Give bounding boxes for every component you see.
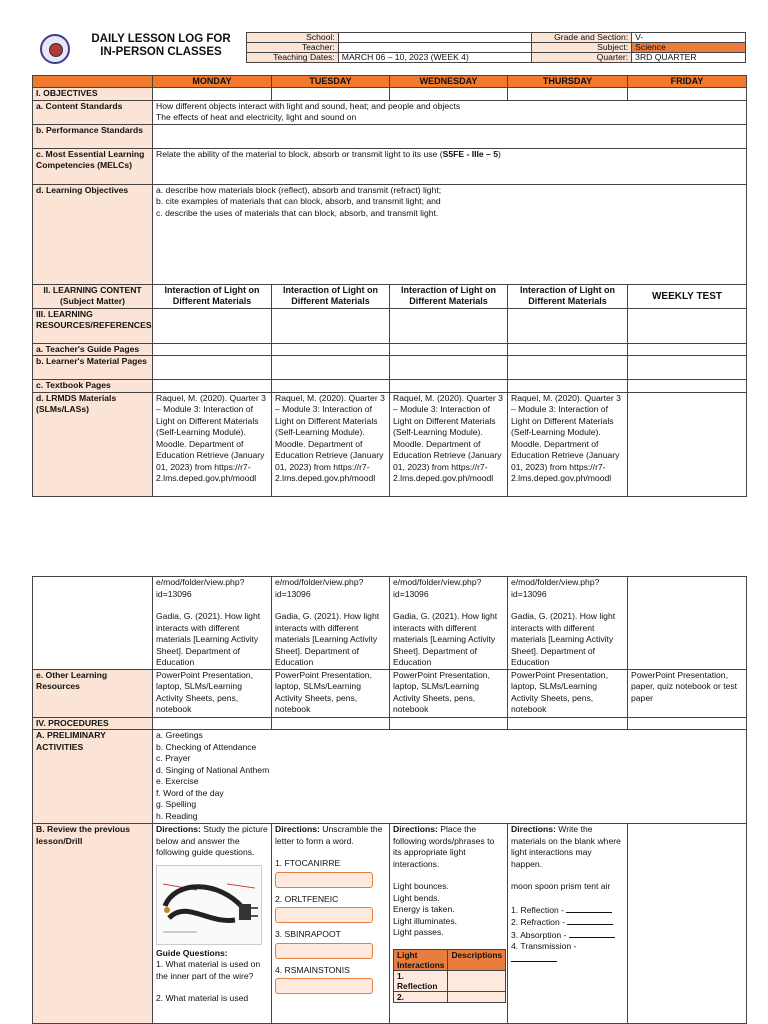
interaction-phrase: Energy is taken. <box>393 904 455 914</box>
header-info-table <box>246 32 746 63</box>
objective-a: a. describe how materials block (reflect), absorb and transmit (refract) light; <box>156 184 442 195</box>
answer-box[interactable] <box>275 978 373 994</box>
thu-directions: Write the materials on the blank where light interactions may happen. <box>511 824 621 869</box>
directions-word: Directions: <box>275 824 320 834</box>
day-wednesday: WEDNESDAY <box>390 76 508 88</box>
mini-header-descriptions: Descriptions <box>448 949 506 970</box>
empty-cell <box>628 88 747 101</box>
content-standards-line-2: The effects of heat and electricity, light and sound on <box>156 112 357 122</box>
page-2 <box>32 576 746 1024</box>
weekly-test: WEEKLY TEST <box>628 284 747 308</box>
gadia-ref-wed: Gadia, G. (2021). How light interacts with different materials [Learning Activity Sheet]. Department of Education <box>393 611 498 667</box>
learning-content-label: II. LEARNING CONTENT (Subject Matter) <box>33 284 153 308</box>
mini-row-2: 2. <box>394 991 448 1002</box>
thu-item-label: 2. Refraction - <box>511 917 565 927</box>
directions-word: Directions: <box>393 824 438 834</box>
prelim-item: g. Spelling <box>156 799 197 809</box>
prelim-item: b. Checking of Attendance <box>156 741 257 752</box>
interaction-phrase: Light bends. <box>393 892 440 903</box>
preliminary-activities-list <box>153 730 747 824</box>
empty-cell <box>153 356 272 380</box>
interaction-phrase: Light bounces. <box>393 881 449 891</box>
lrmds-url-mon: e/mod/folder/view.php?id=13096 <box>156 577 245 599</box>
empty-cell <box>153 343 272 356</box>
lrmds-cont-mon <box>153 577 272 670</box>
mini-cell-blank[interactable] <box>448 991 506 1002</box>
gadia-ref-mon: Gadia, G. (2021). How light interacts with different materials [Learning Activity Sheet]. Department of Education <box>156 611 261 667</box>
gadia-ref-thu: Gadia, G. (2021). How light interacts with different materials [Learning Activity Sheet]. Department of Education <box>511 611 616 667</box>
gadia-ref-tue: Gadia, G. (2021). How light interacts with different materials [Learning Activity Sheet]. Department of Education <box>275 611 380 667</box>
day-tuesday: TUESDAY <box>272 76 390 88</box>
preliminary-activities-label: A. PRELIMINARY ACTIVITIES <box>33 730 153 824</box>
empty-cell <box>390 88 508 101</box>
lrmds-cont-tue <box>272 577 390 670</box>
subject-matter-wed: Interaction of Light on Different Materials <box>390 284 508 308</box>
lesson-log-header <box>32 32 746 66</box>
learning-resources-label: III. LEARNING RESOURCES/REFERENCES <box>33 308 153 343</box>
day-friday: FRIDAY <box>628 76 747 88</box>
teachers-guide-label: a. Teacher's Guide Pages <box>33 343 153 356</box>
empty-cell <box>390 380 508 393</box>
answer-box[interactable] <box>275 943 373 959</box>
day-header-row <box>33 76 747 88</box>
mini-cell-blank[interactable] <box>448 970 506 991</box>
prelim-item: d. Singing of National Anthem <box>156 764 270 775</box>
deped-seal-icon <box>40 34 70 64</box>
lrmds-url-thu: e/mod/folder/view.php?id=13096 <box>511 577 600 599</box>
prelim-item: c. Prayer <box>156 753 191 763</box>
tue-directions: Unscramble the letter to form a word. <box>275 824 383 846</box>
content-standards-label: a. Content Standards <box>33 100 153 124</box>
empty-cell <box>272 717 390 730</box>
empty-cell <box>390 308 508 343</box>
directions-word: Directions: <box>511 824 556 834</box>
performance-standards-label: b. Performance Standards <box>33 124 153 148</box>
lrmds-cont-thu <box>508 577 628 670</box>
empty-cell <box>628 343 747 356</box>
review-mon <box>153 824 272 1024</box>
objectives-heading: I. OBJECTIVES <box>33 88 153 101</box>
lrmds-url-tue: e/mod/folder/view.php?id=13096 <box>275 577 364 599</box>
procedures-heading: IV. PROCEDURES <box>33 717 153 730</box>
empty-cell <box>628 577 747 670</box>
empty-cell <box>272 88 390 101</box>
subject-value: Science <box>632 43 746 53</box>
mon-directions: Study the picture below and answer the following guide questions. <box>156 824 268 857</box>
answer-box[interactable] <box>275 872 373 888</box>
empty-cell <box>390 356 508 380</box>
school-label: School: <box>247 33 339 43</box>
thu-item-2 <box>511 916 624 929</box>
empty-cell <box>508 380 628 393</box>
review-tue <box>272 824 390 1024</box>
review-wed <box>390 824 508 1024</box>
light-interactions-table <box>393 949 506 1003</box>
prelim-item: f. Word of the day <box>156 787 224 798</box>
review-drill-label: B. Review the previous lesson/Drill <box>33 824 153 1024</box>
quarter-value: 3RD QUARTER <box>632 53 746 63</box>
empty-cell <box>33 577 153 670</box>
scrambled-word: 2. ORLTFENEIC <box>275 893 339 904</box>
other-resources-wed: PowerPoint Presentation, laptop, SLMs/Learning Activity Sheets, pens, notebook <box>390 669 508 717</box>
thu-item-label: 3. Absorption - <box>511 929 567 940</box>
lrmds-wed: Raquel, M. (2020). Quarter 3 – Module 3: Interaction of Light on Different Materials (Self-Learning Module). Moodle. Department of Education Retrieve (January 01, 2023) from https://r7-2.lms.deped.gov.ph/moodl <box>390 392 508 496</box>
guide-question-2: 2. What material is used <box>156 993 249 1003</box>
thu-item-4 <box>511 941 624 965</box>
learning-objectives-text <box>153 184 747 284</box>
answer-blank[interactable] <box>569 929 615 938</box>
subject-matter-tue: Interaction of Light on Different Materials <box>272 284 390 308</box>
objective-c: c. describe the uses of materials that can block, absorb, and transmit light. <box>156 207 439 218</box>
answer-blank[interactable] <box>511 953 557 962</box>
lesson-log-table-page-2 <box>32 576 747 1024</box>
lrmds-url-wed: e/mod/folder/view.php?id=13096 <box>393 577 482 599</box>
empty-cell <box>390 717 508 730</box>
dates-value: MARCH 06 – 10, 2023 (WEEK 4) <box>338 53 532 63</box>
grade-label: Grade and Section: <box>532 33 632 43</box>
other-resources-label: e. Other Learning Resources <box>33 669 153 717</box>
lrmds-thu: Raquel, M. (2020). Quarter 3 – Module 3: Interaction of Light on Different Materials (Self-Learning Module). Moodle. Department of Education Retrieve (January 01, 2023) from https://r7-2.lms.deped.gov.ph/moodl <box>508 392 628 496</box>
teacher-value <box>338 43 532 53</box>
empty-cell <box>508 717 628 730</box>
empty-cell <box>272 356 390 380</box>
corner-cell <box>33 76 153 88</box>
other-resources-tue: PowerPoint Presentation, laptop, SLMs/Learning Activity Sheets, pens, notebook <box>272 669 390 717</box>
lrmds-label: d. LRMDS Materials (SLMs/LASs) <box>33 392 153 496</box>
melc-text <box>153 148 747 184</box>
scrambled-word: 3. SBINRAPOOT <box>275 929 341 939</box>
other-resources-mon: PowerPoint Presentation, laptop, SLMs/Learning Activity Sheets, pens, notebook <box>153 669 272 717</box>
melc-body: Relate the ability of the material to block, absorb or transmit light to its use ( <box>156 148 443 159</box>
empty-cell <box>628 824 747 1024</box>
empty-cell <box>272 343 390 356</box>
empty-cell <box>272 308 390 343</box>
empty-cell <box>390 343 508 356</box>
empty-cell <box>628 356 747 380</box>
material-word-bank: moon spoon prism tent air <box>511 881 611 891</box>
prelim-item: e. Exercise <box>156 776 199 786</box>
lrmds-mon: Raquel, M. (2020). Quarter 3 – Module 3: Interaction of Light on Different Materials (Self-Learning Module). Moodle. Department of Education Retrieve (January 01, 2023) from https://r7-2.lms.deped.gov.ph/moodl <box>153 392 272 496</box>
melc-label: c. Most Essential Learning Competencies (MELCs) <box>33 148 153 184</box>
interaction-phrase: Light illuminates. <box>393 915 458 926</box>
melc-end: ) <box>498 148 501 159</box>
subject-matter-mon: Interaction of Light on Different Materials <box>153 284 272 308</box>
answer-blank[interactable] <box>567 916 613 925</box>
melc-code: S5FE - IIIe – 5 <box>442 148 498 159</box>
thu-item-3 <box>511 929 624 942</box>
document-title <box>76 33 246 59</box>
guide-question-1: 1. What material is used on the inner part of the wire? <box>156 959 261 981</box>
learners-material-label: b. Learner's Material Pages <box>33 356 153 380</box>
scrambled-word: 4. RSMAINSTONIS <box>275 964 350 975</box>
empty-cell <box>508 88 628 101</box>
guide-questions-title: Guide Questions: <box>156 947 228 958</box>
subject-matter-thu: Interaction of Light on Different Materials <box>508 284 628 308</box>
thu-item-label: 1. Reflection - <box>511 904 565 915</box>
learning-objectives-label: d. Learning Objectives <box>33 184 153 284</box>
empty-cell <box>508 356 628 380</box>
empty-cell <box>628 717 747 730</box>
lrmds-cont-wed <box>390 577 508 670</box>
empty-cell <box>628 308 747 343</box>
empty-cell <box>272 380 390 393</box>
thu-item-1 <box>511 904 624 917</box>
answer-blank[interactable] <box>566 904 612 913</box>
other-resources-thu: PowerPoint Presentation, laptop, SLMs/Learning Activity Sheets, pens, notebook <box>508 669 628 717</box>
content-standards-line-1: How different objects interact with light and sound, heat; and people and objects <box>156 100 461 111</box>
textbook-pages-label: c. Textbook Pages <box>33 380 153 393</box>
empty-cell <box>508 343 628 356</box>
empty-cell <box>508 308 628 343</box>
empty-cell <box>628 380 747 393</box>
quarter-label: Quarter: <box>532 53 632 63</box>
interaction-phrase: Light passes. <box>393 927 444 937</box>
content-standards-text <box>153 100 747 124</box>
prelim-item: h. Reading <box>156 810 198 821</box>
school-value <box>338 33 532 43</box>
directions-word: Directions: <box>156 824 201 834</box>
teacher-label: Teacher: <box>247 43 339 53</box>
day-thursday: THURSDAY <box>508 76 628 88</box>
answer-box[interactable] <box>275 907 373 923</box>
performance-standards-text <box>153 124 747 148</box>
title-line-2: IN-PERSON CLASSES <box>100 46 222 58</box>
grade-value: V- <box>632 33 746 43</box>
subject-label: Subject: <box>532 43 632 53</box>
prelim-item: a. Greetings <box>156 730 203 740</box>
wed-directions: Place the following words/phrases to its appropriate light interactions. <box>393 824 495 869</box>
other-resources-fri: PowerPoint Presentation, paper, quiz notebook or test paper <box>628 669 747 717</box>
objective-b: b. cite examples of materials that can block, absorb, and transmit light; and <box>156 196 441 206</box>
mini-row-reflection: 1. Reflection <box>394 970 448 991</box>
empty-cell <box>628 392 747 496</box>
title-line-1: DAILY LESSON LOG FOR <box>91 33 231 45</box>
mini-header-interactions: Light Interactions <box>394 949 448 970</box>
scrambled-word: 1. FTOCANIRRE <box>275 858 341 868</box>
thu-item-label: 4. Transmission - <box>511 941 577 951</box>
review-thu <box>508 824 628 1024</box>
empty-cell <box>153 88 272 101</box>
dates-label: Teaching Dates: <box>247 53 339 63</box>
lesson-log-table-page-1 <box>32 75 747 497</box>
empty-cell <box>153 308 272 343</box>
page-1 <box>32 75 746 497</box>
wire-diagram-icon <box>157 866 261 944</box>
day-monday: MONDAY <box>153 76 272 88</box>
empty-cell <box>153 717 272 730</box>
lrmds-tue: Raquel, M. (2020). Quarter 3 – Module 3: Interaction of Light on Different Materials (Self-Learning Module). Moodle. Department of Education Retrieve (January 01, 2023) from https://r7-2.lms.deped.gov.ph/moodl <box>272 392 390 496</box>
empty-cell <box>153 380 272 393</box>
wire-insulator-image <box>156 865 262 945</box>
